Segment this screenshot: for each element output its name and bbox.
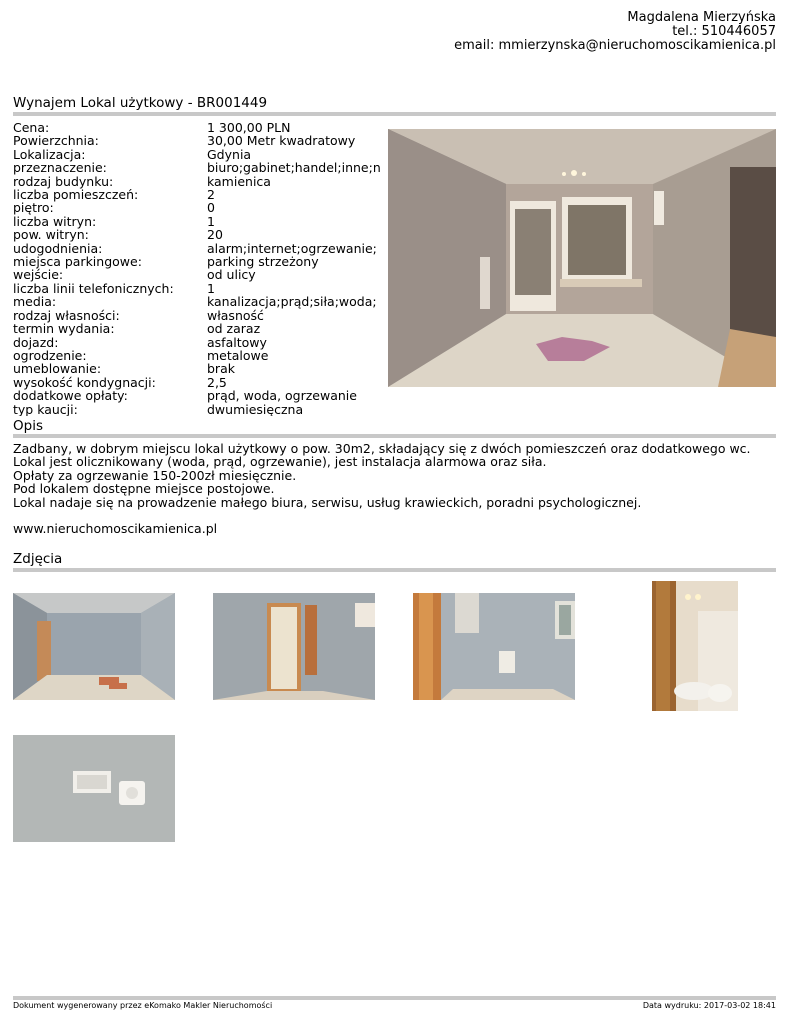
property-row xyxy=(13,134,387,147)
property-value: alarm;internet;ogrzewanie; xyxy=(207,240,377,256)
description-text xyxy=(13,442,776,536)
property-row xyxy=(13,322,387,335)
property-row xyxy=(13,255,387,268)
description-divider xyxy=(13,434,776,438)
property-row xyxy=(13,282,387,295)
property-row xyxy=(13,376,387,389)
website-link[interactable]: www.nieruchomoscikamienica.pl xyxy=(13,521,218,537)
property-value: kamienica xyxy=(207,173,271,189)
photos-heading: Zdjęcia xyxy=(13,551,63,567)
agent-name: Magdalena Mierzyńska xyxy=(627,10,776,25)
property-label: typ kaucji: xyxy=(13,401,78,416)
thumbnail-photo-4[interactable] xyxy=(652,581,738,711)
property-row xyxy=(13,121,387,134)
property-value: 2,5 xyxy=(207,374,227,390)
description-line: Opłaty za ogrzewanie 150-200zł miesięcznie. xyxy=(13,467,297,483)
description-line: Pod lokalem dostępne miejsce postojowe. xyxy=(13,481,275,497)
property-table xyxy=(13,121,387,416)
property-row xyxy=(13,295,387,308)
property-value: Gdynia xyxy=(207,146,252,162)
footer-divider xyxy=(13,996,776,1000)
property-label: liczba witryn: xyxy=(13,213,97,229)
property-value: od ulicy xyxy=(207,267,256,283)
property-label: rodzaj budynku: xyxy=(13,173,114,189)
property-value: kanalizacja;prąd;siła;woda; xyxy=(207,294,377,310)
photos-divider xyxy=(13,568,776,572)
property-value: prąd, woda, ogrzewanie xyxy=(207,388,357,404)
property-value: brak xyxy=(207,361,235,377)
property-row xyxy=(13,201,387,214)
listing-title: Wynajem Lokal użytkowy - BR001449 xyxy=(13,95,268,111)
description-line: Zadbany, w dobrym miejscu lokal użytkowy o pow. 30m2, składający się z dwóch pomieszczeń oraz dodatkowego wc. xyxy=(13,441,751,456)
property-label: media: xyxy=(13,294,57,310)
property-value: dwumiesięczna xyxy=(207,401,304,416)
thumbnail-photo-5[interactable] xyxy=(13,735,175,842)
property-label: rodzaj własności: xyxy=(13,307,120,323)
property-label: termin wydania: xyxy=(13,321,115,337)
agent-email: email: mmierzynska@nieruchomoscikamienica.pl xyxy=(454,38,776,53)
property-row xyxy=(13,175,387,188)
property-row xyxy=(13,336,387,349)
agent-contact xyxy=(454,11,776,53)
property-label: liczba pomieszczeń: xyxy=(13,187,139,203)
property-row xyxy=(13,309,387,322)
property-row xyxy=(13,148,387,161)
property-value: 20 xyxy=(207,227,223,243)
thumbnail-photo-1[interactable] xyxy=(13,593,175,700)
property-value: 1 xyxy=(207,280,215,296)
property-value: biuro;gabinet;handel;inne;n xyxy=(207,160,381,176)
property-label: dojazd: xyxy=(13,334,59,350)
property-label: Powierzchnia: xyxy=(13,133,99,149)
description-line: Lokal nadaje się na prowadzenie małego biura, serwisu, usług krawieckich, poradni psychologicznej. xyxy=(13,494,642,510)
property-value: własność xyxy=(207,307,264,323)
property-row xyxy=(13,403,387,416)
property-row xyxy=(13,215,387,228)
property-value: 0 xyxy=(207,200,215,216)
property-value: 30,00 Metr kwadratowy xyxy=(207,133,356,149)
property-value: metalowe xyxy=(207,347,269,363)
property-label: liczba linii telefonicznych: xyxy=(13,280,174,296)
property-value: asfaltowy xyxy=(207,334,267,350)
property-label: wejście: xyxy=(13,267,64,283)
property-value: 2 xyxy=(207,187,215,203)
property-row xyxy=(13,349,387,362)
property-label: miejsca parkingowe: xyxy=(13,254,142,270)
property-row xyxy=(13,268,387,281)
property-value: parking strzeżony xyxy=(207,254,319,270)
property-label: piętro: xyxy=(13,200,54,216)
main-photo[interactable] xyxy=(388,129,776,387)
property-label: dodatkowe opłaty: xyxy=(13,388,128,404)
footer-generated: Dokument wygenerowany przez eKomako Makler Nieruchomości xyxy=(13,1001,273,1010)
property-label: ogrodzenie: xyxy=(13,347,87,363)
description-line: Lokal jest olicznikowany (woda, prąd, ogrzewanie), jest instalacja alarmowa oraz siła. xyxy=(13,454,547,470)
property-value: od zaraz xyxy=(207,321,261,337)
property-label: przeznaczenie: xyxy=(13,160,107,176)
property-row xyxy=(13,161,387,174)
footer-print-date: Data wydruku: 2017-03-02 18:41 xyxy=(642,1001,776,1010)
property-value: 1 300,00 PLN xyxy=(207,121,291,135)
property-row xyxy=(13,362,387,375)
property-row xyxy=(13,188,387,201)
thumbnail-photo-3[interactable] xyxy=(413,593,575,700)
agent-phone: tel.: 510446057 xyxy=(672,24,776,39)
property-label: pow. witryn: xyxy=(13,227,89,243)
description-heading: Opis xyxy=(13,418,43,434)
property-row xyxy=(13,389,387,402)
property-row xyxy=(13,242,387,255)
property-label: Cena: xyxy=(13,121,50,135)
property-label: Lokalizacja: xyxy=(13,146,86,162)
title-divider xyxy=(13,112,776,116)
property-value: 1 xyxy=(207,213,215,229)
property-row xyxy=(13,228,387,241)
property-label: wysokość kondygnacji: xyxy=(13,374,156,390)
property-label: udogodnienia: xyxy=(13,240,103,256)
property-label: umeblowanie: xyxy=(13,361,102,377)
thumbnail-photo-2[interactable] xyxy=(213,593,375,700)
